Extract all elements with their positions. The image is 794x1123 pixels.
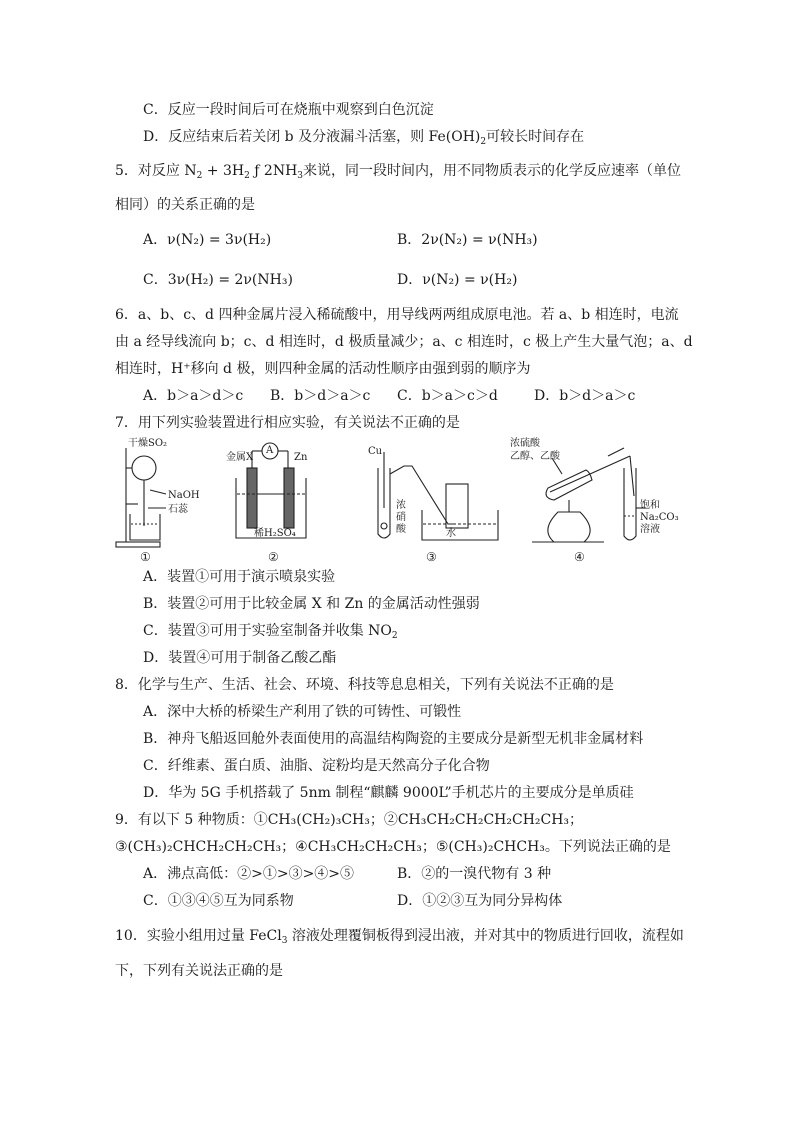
label-apparatus-2: ② — [268, 550, 279, 564]
label-conc-2: 硝 — [396, 512, 406, 523]
q9-option-d: D．①②③互为同分异构体 — [397, 893, 563, 909]
label-ethanol-acetic: 乙醇、乙酸 — [510, 451, 560, 462]
q4-option-c: C．反应一段时间后可在烧瓶中观察到白色沉淀 — [143, 102, 434, 118]
receiving-tube — [624, 468, 636, 540]
electrode-zn — [284, 468, 294, 528]
q4-option-d-text: D．反应结束后若关闭 b 及分液漏斗活塞，则 Fe(OH) — [143, 129, 481, 145]
q5-stem-b: + 3H — [202, 163, 245, 179]
q5-stem-f: ƒ — [249, 163, 264, 179]
q7-option-c-sub: 2 — [391, 631, 398, 641]
q9-option-c: C．①③④⑤互为同系物 — [143, 893, 294, 909]
q6-option-c: C．b＞a＞c＞d — [397, 388, 498, 404]
alcohol-lamp — [548, 512, 590, 542]
q6-option-d: D．b＞d＞a＞c — [534, 388, 636, 404]
q5-stem-line2: 相同）的关系正确的是 — [115, 197, 255, 213]
clamp-4 — [608, 448, 624, 456]
beaker-1 — [130, 514, 160, 540]
q7-apparatus-figure — [112, 438, 679, 566]
label-cu: Cu — [368, 446, 383, 457]
gas-cylinder — [446, 484, 468, 528]
reaction-tube — [550, 474, 590, 492]
label-naoh: NaOH — [168, 490, 200, 501]
round-flask-1 — [132, 456, 156, 480]
label-apparatus-4: ④ — [574, 550, 585, 564]
label-conc-3: 酸 — [396, 524, 406, 535]
label-na2co3: Na₂CO₃ — [640, 512, 679, 523]
q5-stem-line1 — [115, 161, 681, 186]
q6-stem-line3: 相连时，H⁺移向 d 极，则四种金属的活动性顺序由强到弱的顺序为 — [115, 361, 531, 377]
q8-option-b: B．神舟飞船返回舱外表面使用的高温结构陶瓷的主要成分是新型无机非金属材料 — [143, 731, 644, 747]
q7-stem: 7．用下列实验装置进行相应实验，有关说法不正确的是 — [115, 415, 460, 431]
q5-sub-h2: 2 — [244, 171, 250, 181]
q5-sub-n2: 2 — [196, 171, 203, 181]
q10-sub-fecl3: 3 — [281, 936, 288, 946]
label-saturated: 饱和 — [640, 500, 660, 511]
reaction-tube-body — [546, 470, 592, 500]
q10-stem-line2: 下，下列有关说法正确的是 — [115, 963, 283, 979]
label-water: 水 — [446, 528, 456, 539]
q5-option-b: B．2ν(N₂) = ν(NH₃) — [397, 232, 538, 248]
q7-option-c — [143, 621, 398, 646]
apparatus-drawing — [112, 438, 672, 566]
q4-option-d — [143, 127, 584, 152]
q6-stem-line1: 6．a、b、c、d 四种金属片浸入稀硫酸中，用导线两两组成原电池。若 a、b 相连时，电流 — [115, 307, 679, 323]
q10-stem-b: 溶液处理覆铜板得到浸出液，并对其中的物质进行回收，流程如 — [287, 928, 684, 944]
q6-option-b: B．b＞d＞a＞c — [270, 388, 371, 404]
label-dilute-h2so4: 稀H₂SO₄ — [254, 528, 296, 539]
q8-option-a: A．深中大桥的桥梁生产利用了铁的可铸性、可锻性 — [143, 704, 462, 720]
label-conc-h2so4: 浓硫酸 — [510, 438, 540, 449]
leader-naoh — [150, 490, 166, 494]
label-apparatus-1: ① — [140, 550, 151, 564]
q10-stem-line1 — [115, 926, 684, 951]
q4-option-d-sub: 2 — [480, 137, 487, 147]
water-trough — [422, 510, 498, 540]
q10-stem-a: 10．实验小组用过量 FeCl — [115, 928, 282, 944]
label-ammeter: A — [266, 445, 274, 456]
q9-stem-line1: 9．有以下 5 种物质：①CH₃(CH₂)₃CH₃；②CH₃CH₂CH₂CH₂CH₂CH₃； — [115, 812, 584, 828]
cu-bead — [381, 523, 387, 529]
q7-option-a: A．装置①可用于演示喷泉实验 — [143, 569, 336, 585]
q5-stem-nh3: 2NH — [263, 163, 298, 179]
q9-option-b: B．②的一溴代物有 3 种 — [397, 866, 552, 882]
label-apparatus-3: ③ — [426, 550, 437, 564]
label-metal-x: 金属X — [226, 452, 254, 463]
q5-stem-c: 来说，同一段时间内，用不同物质表示的化学反应速率（单位 — [303, 163, 682, 179]
stand-base-1 — [116, 542, 160, 547]
q8-stem: 8．化学与生产、生活、社会、环境、科技等息息相关，下列有关说法不正确的是 — [115, 677, 614, 693]
label-conc-1: 浓 — [396, 500, 406, 511]
q4-option-d-tail: 可较长时间存在 — [486, 129, 585, 145]
q8-option-d: D．华为 5G 手机搭载了 5nm 制程“麒麟 9000L”手机芯片的主要成分是单质硅 — [143, 785, 634, 801]
q7-option-c-text: C．装置③可用于实验室制备并收集 NO — [143, 623, 392, 639]
q5-option-d: D．ν(N₂) = ν(H₂) — [397, 272, 518, 288]
q5-sub-nh3: 3 — [297, 171, 304, 181]
q7-option-d: D．装置④可用于制备乙酸乙酯 — [143, 650, 337, 666]
q5-option-c: C．3ν(H₂) = 2ν(NH₃) — [143, 272, 293, 288]
q8-option-c: C．纤维素、蛋白质、油脂、淀粉均是天然高分子化合物 — [143, 758, 490, 774]
electrode-x — [247, 468, 257, 528]
q5-stem-a: 5．对反应 N — [115, 163, 197, 179]
q5-option-a: A．ν(N₂) = 3ν(H₂) — [143, 232, 272, 248]
q6-stem-line2: 由 a 经导线流向 b；c、d 相连时，d 极质量减少；a、c 相连时，c 极上产生大量气泡；a、d — [115, 334, 693, 350]
q9-stem-line2: ③(CH₃)₂CHCH₂CH₂CH₃；④CH₃CH₂CH₂CH₃；⑤(CH₃)₂CHCH₃。下列说法正确的是 — [115, 839, 671, 855]
label-dry-so2: 干燥SO₂ — [128, 438, 168, 449]
label-solution: 溶液 — [640, 524, 660, 535]
q9-option-a: A．沸点高低：②>①>③>④>⑤ — [143, 866, 355, 882]
label-zn: Zn — [294, 452, 308, 463]
label-litmus: 石蕊 — [168, 504, 188, 515]
tube-down — [630, 456, 634, 496]
q6-option-a: A．b＞a＞d＞c — [143, 388, 244, 404]
q7-option-b: B．装置②可用于比较金属 X 和 Zn 的金属活动性强弱 — [143, 596, 480, 612]
